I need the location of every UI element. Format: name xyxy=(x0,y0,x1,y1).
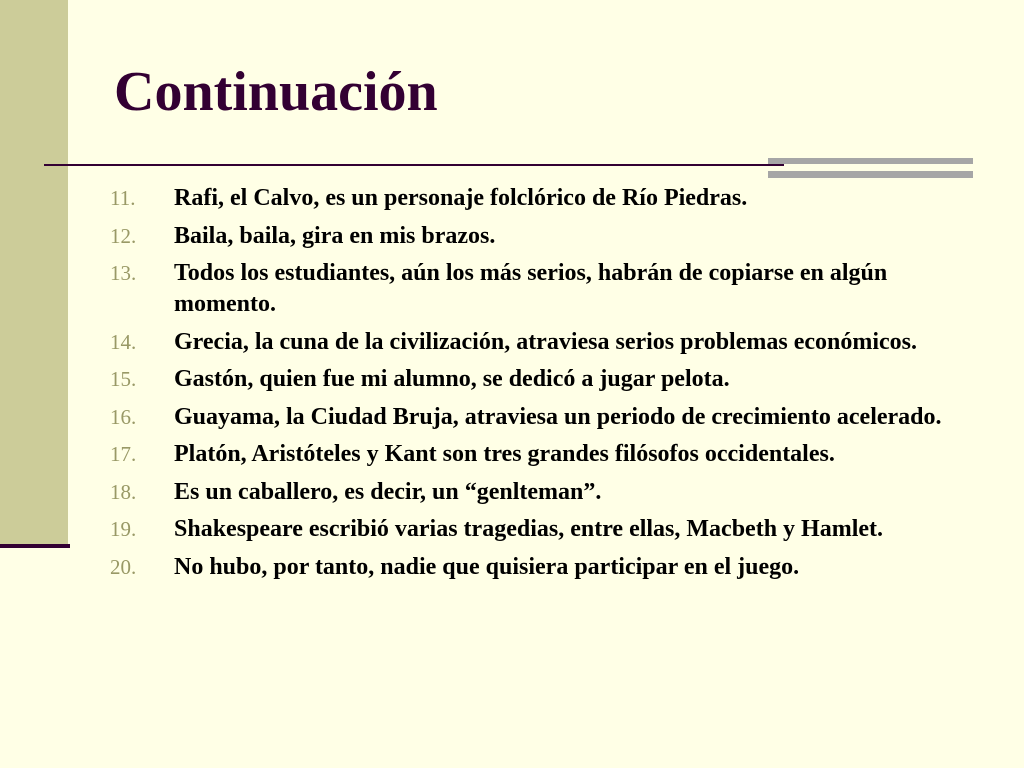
decorative-bar-top xyxy=(768,158,973,164)
decorative-bar-bottom xyxy=(768,171,973,178)
list-item-11 xyxy=(110,183,990,214)
item-number: 13. xyxy=(110,261,137,285)
list-item-15 xyxy=(110,364,990,395)
item-text: Rafi, el Calvo, es un personaje folclórico de Río Piedras. xyxy=(174,185,748,211)
list-item-18 xyxy=(110,477,990,508)
item-text: Shakespeare escribió varias tragedias, entre ellas, Macbeth y Hamlet. xyxy=(174,516,884,542)
item-number: 15. xyxy=(110,367,137,391)
item-number: 20. xyxy=(110,554,137,579)
item-text: Todos los estudiantes, aún los más serios, habrán de copiarse en algún momento. xyxy=(174,260,888,317)
item-text: Gastón, quien fue mi alumno, se dedicó a jugar pelota. xyxy=(174,366,730,392)
title-divider xyxy=(44,164,784,166)
item-text: Baila, baila, gira en mis brazos. xyxy=(174,222,496,249)
list-item-14 xyxy=(110,327,990,358)
item-number: 14. xyxy=(110,329,137,354)
left-accent-underline xyxy=(0,544,70,548)
item-number: 11. xyxy=(110,186,136,210)
slide-title: Continuación xyxy=(114,61,438,123)
item-text: No hubo, por tanto, nadie que quisiera participar en el juego. xyxy=(174,553,800,580)
sentence-list xyxy=(110,183,990,589)
item-number: 17. xyxy=(110,442,137,466)
item-number: 12. xyxy=(110,223,137,248)
item-number: 16. xyxy=(110,404,137,429)
item-text: Grecia, la cuna de la civilización, atraviesa serios problemas económicos. xyxy=(174,328,918,355)
list-item-20 xyxy=(110,552,990,583)
list-item-12 xyxy=(110,221,990,252)
list-item-19 xyxy=(110,514,990,545)
item-text: Guayama, la Ciudad Bruja, atraviesa un periodo de crecimiento acelerado. xyxy=(174,403,942,430)
item-number: 19. xyxy=(110,517,137,541)
list-item-17 xyxy=(110,439,990,470)
item-text: Platón, Aristóteles y Kant son tres grandes filósofos occidentales. xyxy=(174,441,835,467)
item-number: 18. xyxy=(110,479,137,504)
list-item-13 xyxy=(110,258,990,320)
list-item-16 xyxy=(110,402,990,433)
left-accent-bar xyxy=(0,0,68,545)
item-text: Es un caballero, es decir, un “genlteman”. xyxy=(174,478,602,505)
